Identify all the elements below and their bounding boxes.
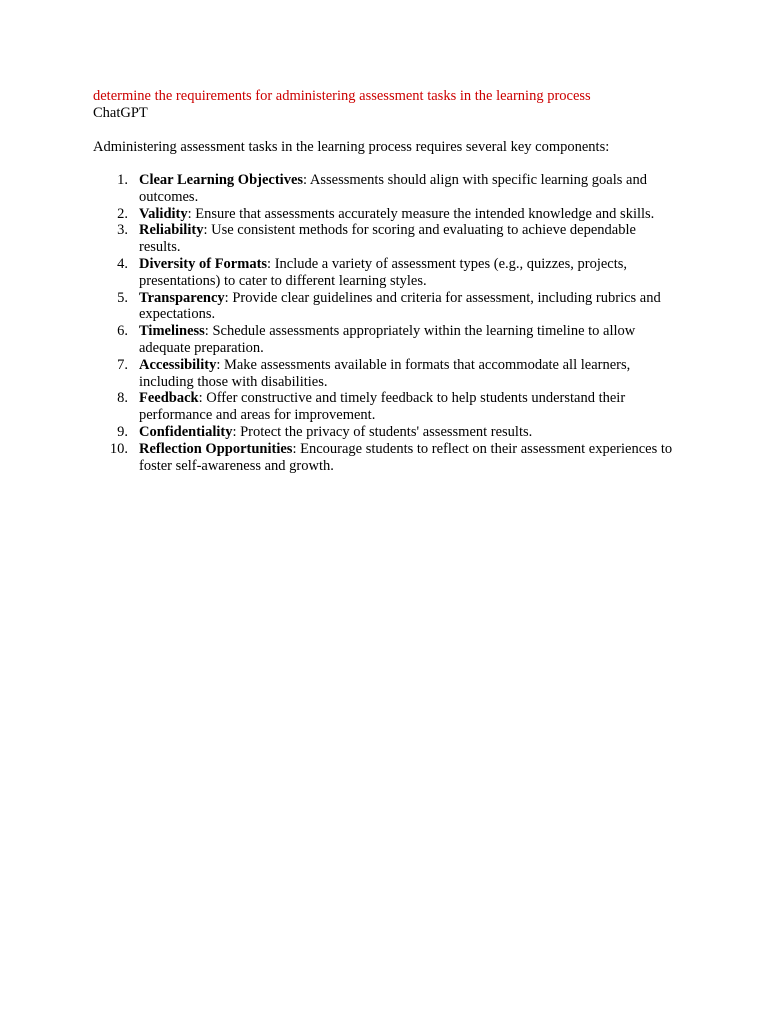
list-item-number: 6.: [117, 323, 128, 340]
list-item-number: 4.: [117, 255, 128, 272]
list-item-title: Reflection Opportunities: [139, 440, 293, 457]
list-item: [93, 390, 678, 424]
list-item-title: Diversity of Formats: [139, 255, 268, 272]
list-item-text: : Assessments should align with specific learning goals and outcomes.: [139, 172, 647, 205]
list-item-text: : Make assessments available in formats that accommodate all learners, including those with disabilities.: [139, 356, 631, 390]
list-item: [93, 256, 678, 290]
list-item-number: 9.: [117, 423, 128, 440]
list-item-text: : Include a variety of assessment types (e.g., quizzes, projects, presentations) to cater to different learning styles.: [139, 255, 628, 289]
list-item: [93, 172, 678, 206]
list-item-number: 10.: [109, 440, 128, 457]
list-item: [93, 424, 678, 441]
list-item-title: Reliability: [139, 222, 204, 239]
response-intro: Administering assessment tasks in the learning process requires several key components:: [93, 139, 610, 155]
list-item-text: : Provide clear guidelines and criteria for assessment, including rubrics and expectations.: [139, 289, 661, 323]
list-item-title: Clear Learning Objectives: [139, 172, 304, 188]
list-item-number: 1.: [117, 172, 128, 188]
list-item-title: Accessibility: [139, 356, 217, 373]
list-item-title: Validity: [139, 205, 188, 222]
list-item-number: 8.: [117, 390, 128, 407]
list-item: [93, 441, 678, 475]
list-item-number: 5.: [117, 289, 128, 306]
list-item: [93, 323, 678, 357]
list-item-title: Transparency: [139, 289, 225, 306]
list-item-text: : Offer constructive and timely feedback to help students understand their performance and areas for improvement.: [139, 390, 626, 424]
list-item-text: : Protect the privacy of students' assessment results.: [232, 423, 533, 440]
requirements-list: [93, 172, 678, 474]
list-item: [93, 357, 678, 391]
list-item-text: : Encourage students to reflect on their assessment experiences to foster self-awareness and growth.: [139, 440, 673, 474]
list-item-text: : Ensure that assessments accurately measure the intended knowledge and skills.: [187, 205, 655, 222]
user-prompt: determine the requirements for administering assessment tasks in the learning process: [93, 88, 591, 104]
document-page: [93, 88, 678, 474]
list-item-title: Timeliness: [139, 323, 205, 340]
list-item: [93, 206, 678, 223]
list-item-number: 2.: [117, 205, 128, 222]
list-item-text: : Use consistent methods for scoring and evaluating to achieve dependable results.: [139, 222, 636, 256]
response-author: ChatGPT: [93, 105, 148, 121]
list-item-number: 3.: [117, 222, 128, 239]
list-item-title: Confidentiality: [139, 423, 233, 440]
list-item-number: 7.: [117, 356, 128, 373]
list-item: [93, 222, 678, 256]
list-item-text: : Schedule assessments appropriately within the learning timeline to allow adequate preparation.: [139, 323, 636, 356]
list-item: [93, 290, 678, 324]
list-item-title: Feedback: [139, 390, 199, 407]
